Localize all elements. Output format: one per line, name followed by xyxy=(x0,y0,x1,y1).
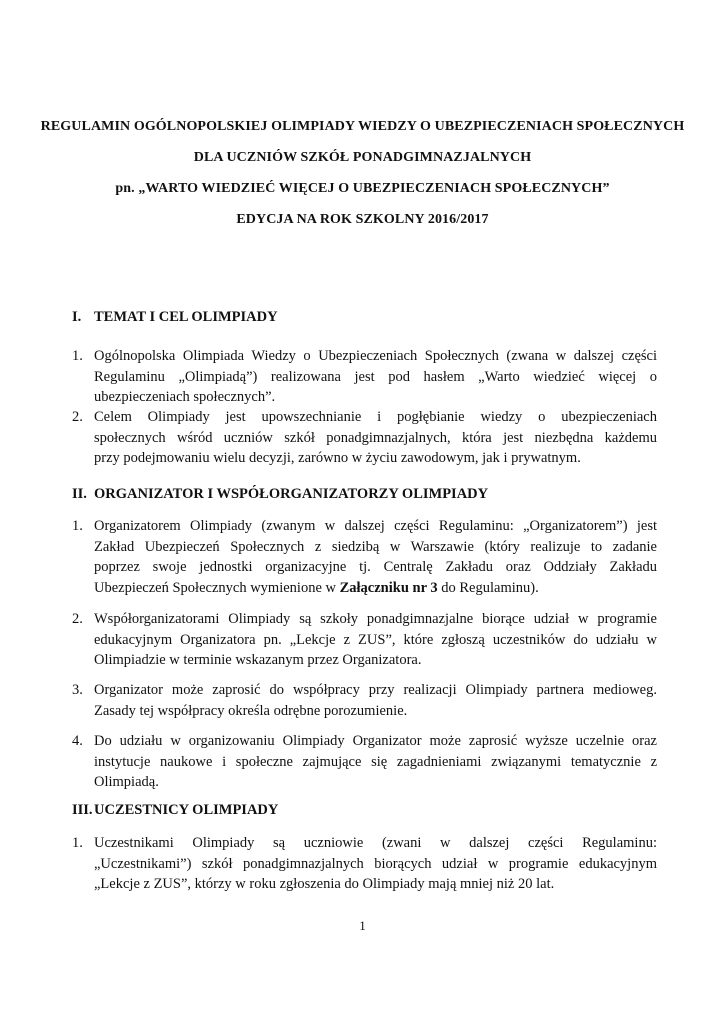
item-line: edukacyjnym Organizatora pn. „Lekcje z ZUS”, które zgłoszą uczestników do udziału w xyxy=(94,631,657,648)
list-item xyxy=(72,346,657,408)
section-heading-2 xyxy=(72,486,488,503)
document-title-line-2: DLA UCZNIÓW SZKÓŁ PONADGIMNAZJALNYCH xyxy=(193,150,532,165)
section-number: III. xyxy=(72,802,93,818)
item-line: przy podejmowaniu wielu decyzji, zarówno w życiu zawodowym, jak i prywatnym. xyxy=(94,450,581,466)
item-line xyxy=(94,578,657,599)
section-title: UCZESTNICY OLIMPIADY xyxy=(94,802,279,818)
list-item xyxy=(72,516,657,598)
item-line: Organizatorem Olimpiady (zwanym w dalszej części Regulaminu: „Organizatorem”) jest xyxy=(94,518,657,534)
section-number: II. xyxy=(72,486,87,502)
document-title-line-3: pn. „WARTO WIEDZIEĆ WIĘCEJ O UBEZPIECZENIACH SPOŁECZNYCH” xyxy=(115,181,610,196)
list-item xyxy=(72,609,657,671)
item-line: ubezpieczeniach społecznych”. xyxy=(94,389,276,405)
item-line: Ogólnopolska Olimpiada Wiedzy o Ubezpieczeniach Społecznych (zwana w dalszej części xyxy=(94,348,657,364)
item-number: 4. xyxy=(72,733,83,749)
item-line: Celem Olimpiady jest upowszechnianie i pogłębianie wiedzy o ubezpieczeniach xyxy=(94,409,657,425)
item-number: 2. xyxy=(72,611,83,627)
item-line: „Uczestnikami”) szkół ponadgimnazjalnych biorących udział w programie edukacyjnym xyxy=(94,855,657,872)
section-title: TEMAT I CEL OLIMPIADY xyxy=(94,309,278,325)
page-number: 1 xyxy=(359,918,366,933)
item-line: instytucje naukowe i społeczne zajmujące się zagadnieniami związanymi tematycznie z xyxy=(94,753,657,770)
item-number: 2. xyxy=(72,409,83,425)
item-number: 1. xyxy=(72,518,83,534)
list-item xyxy=(72,680,657,721)
item-line: Uczestnikami Olimpiady są uczniowie (zwani w dalszej części Regulaminu: xyxy=(94,835,657,851)
item-line: Zakład Ubezpieczeń Społecznych z siedzibą w Warszawie (który realizuje to zadanie xyxy=(94,538,657,555)
item-line: Zasady tej współpracy określa odrębne porozumienie. xyxy=(94,702,408,719)
list-item xyxy=(72,407,657,469)
item-line: Regulaminu „Olimpiadą”) realizowana jest pod hasłem „Warto wiedzieć więcej o xyxy=(94,368,657,385)
item-number: 3. xyxy=(72,682,83,698)
section-title: ORGANIZATOR I WSPÓŁORGANIZATORZY OLIMPIADY xyxy=(94,486,489,502)
section-number: I. xyxy=(72,309,82,325)
item-line: Olimpiadą. xyxy=(94,774,159,790)
list-item xyxy=(72,833,657,895)
item-text: Ubezpieczeń Społecznych wymienione w xyxy=(94,579,340,596)
item-line: poprzez swoje jednostki organizacyjne tj. Centralę Zakładu oraz Oddziały Zakładu xyxy=(94,559,657,575)
item-number: 1. xyxy=(72,348,83,364)
document-title-line-4: EDYCJA NA ROK SZKOLNY 2016/2017 xyxy=(236,212,489,227)
item-line: społecznych wśród uczniów szkół ponadgimnazjalnych, która jest niezbędna każdemu xyxy=(94,429,657,446)
item-line: Organizator może zaprosić do współpracy przy realizacji Olimpiady partnera medioweg. xyxy=(94,682,657,698)
item-line: Współorganizatorami Olimpiady są szkoły ponadgimnazjalne biorące udział w programie xyxy=(94,611,657,627)
attachment-reference: Załączniku nr 3 xyxy=(339,579,438,596)
section-heading-1 xyxy=(72,309,278,326)
item-number: 1. xyxy=(72,835,83,851)
list-item xyxy=(72,731,657,793)
item-line: Olimpiadzie w terminie wskazanym przez Organizatora. xyxy=(94,652,422,668)
section-heading-3 xyxy=(72,802,278,819)
item-text: do Regulaminu). xyxy=(437,579,539,596)
item-line: „Lekcje z ZUS”, którzy w roku zgłoszenia do Olimpiady mają mniej niż 20 lat. xyxy=(94,876,555,892)
item-line: Do udziału w organizowaniu Olimpiady Organizator może zaprosić wyższe uczelnie oraz xyxy=(94,733,657,749)
document-title-line-1: REGULAMIN OGÓLNOPOLSKIEJ OLIMPIADY WIEDZY O UBEZPIECZENIACH SPOŁECZNYCH xyxy=(40,119,685,134)
